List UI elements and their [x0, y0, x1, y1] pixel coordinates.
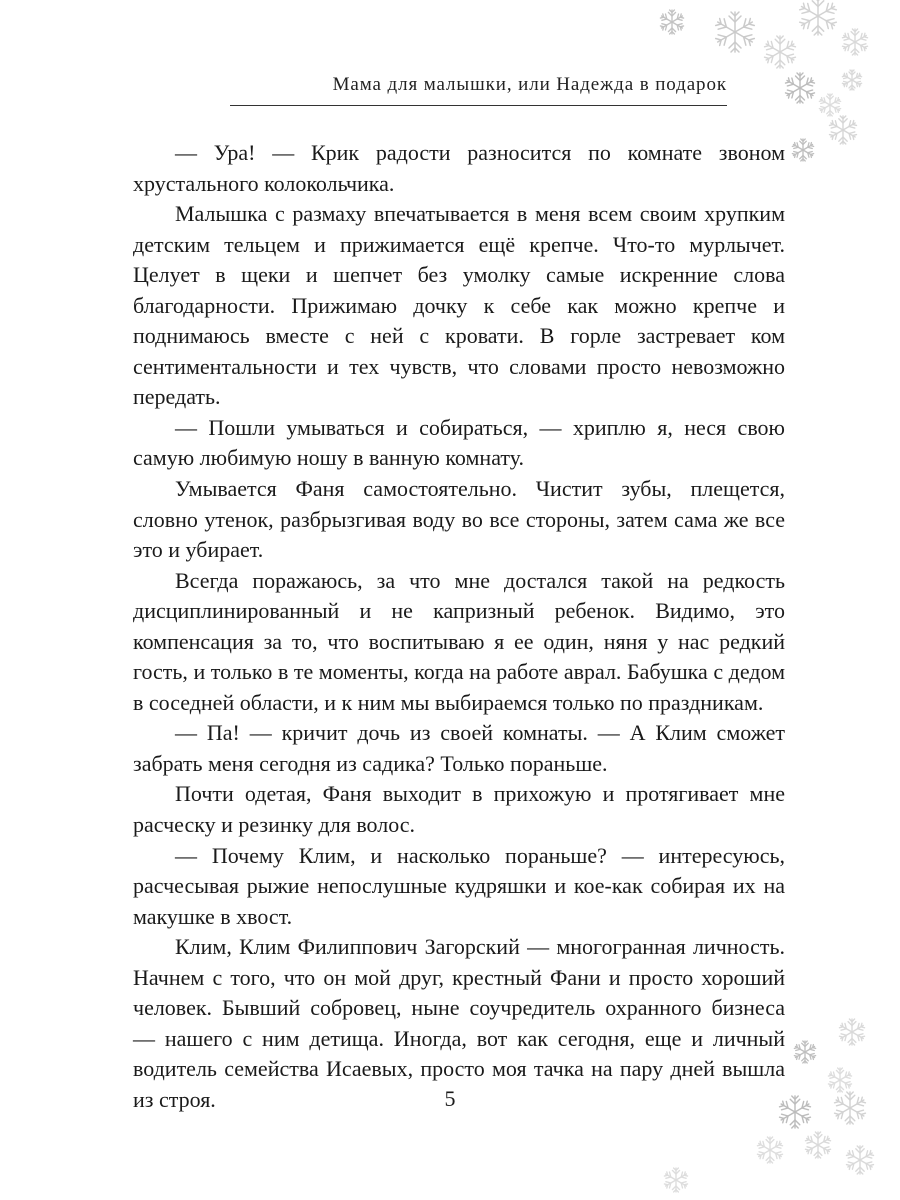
- snowflake-icon: [819, 94, 841, 116]
- snowflake-icon: [660, 10, 684, 34]
- paragraph: Малышка с размаху впечатывается в меня всем своим хрупким детским тельцем и прижимается ещё крепче. Что-то мурлычет. Целует в щеки и шепчет без умолку самые искренние слова благодарности. Прижимаю дочку к себе как можно крепче и поднимаюсь вместе с ней с кровати. В горле застревает ком сентиментальности и тех чувств, что словами просто невозможно передать.: [133, 201, 785, 410]
- snowflake-icon: [785, 73, 815, 103]
- header-rule: [230, 105, 727, 106]
- snowflake-icon: [757, 1137, 783, 1163]
- snowflake-icon: [846, 1146, 874, 1174]
- snowflake-icon: [839, 1019, 865, 1045]
- snowflake-icon: [794, 1041, 816, 1063]
- paragraph: — Ура! — Крик радости разносится по комнате звоном хрустального колокольчика.: [133, 140, 785, 196]
- snowflake-icon: [799, 0, 838, 35]
- paragraph: — Почему Клим, и насколько пораньше? — интересуюсь, расчесывая рыжие непослушные кудряшки и кое-как собирая их на макушке в хвост.: [133, 842, 785, 929]
- paragraph: — Пошли умываться и собираться, — хриплю я, неся свою самую любимую ношу в ванную комнату.: [133, 414, 785, 471]
- paragraph: Почти одетая, Фаня выходит в прихожую и протягивает мне расческу и резинку для волос.: [133, 781, 785, 838]
- page-number: 5: [444, 1086, 456, 1111]
- page-body-text: [133, 138, 785, 1116]
- paragraph: Клим, Клим Филиппович Загорский — многогранная личность. Начнем с того, что он мой друг, крестный Фани и просто хороший человек. Бывший собровец, ныне соучредитель охранного бизнеса — нашего с ним детища. Иногда, вот как сегодня, еще и личный водитель семейства Исаевых, просто моя тачка на пару дней вышла из строя.: [133, 934, 785, 1112]
- snowflake-icon: [842, 70, 862, 90]
- paragraph: — Па! — кричит дочь из своей комнаты. — А Клим сможет забрать меня сегодня из садика? Только пораньше.: [133, 720, 785, 776]
- snowflake-icon: [829, 116, 857, 144]
- snowflake-icon: [715, 12, 756, 52]
- running-header-title: Мама для малышки, или Надежда в подарок: [332, 74, 727, 95]
- snowflake-icon: [792, 139, 814, 161]
- snowflake-icon: [664, 1168, 688, 1192]
- paragraph: Умывается Фаня самостоятельно. Чистит зубы, плещется, словно утенок, разбрызгивая воду во все стороны, затем сама же все это и убирает.: [133, 476, 785, 563]
- paragraph: Всегда поражаюсь, за что мне достался такой на редкость дисциплинированный и не капризный ребенок. Видимо, это компенсация за то, что воспитываю я ее один, няня у нас редкий гость, и только в те моменты, когда на работе аврал. Бабушка с дедом в соседней области, и к ним мы выбираемся только по праздникам.: [133, 567, 785, 715]
- snowflake-icon: [842, 29, 868, 55]
- snowflake-icon: [764, 36, 797, 68]
- snowflake-icon: [805, 1132, 831, 1158]
